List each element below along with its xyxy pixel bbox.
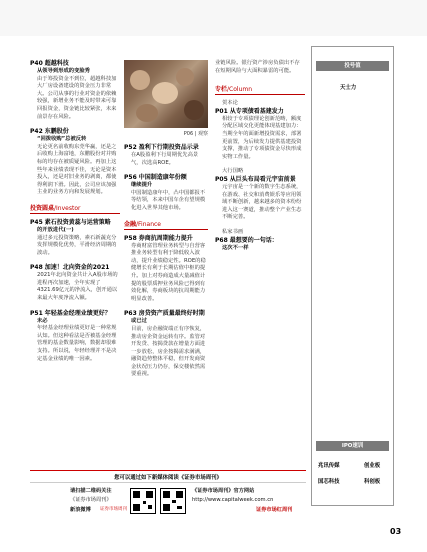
section-title-en: /Investor xyxy=(54,204,81,212)
qr-code-wechat[interactable] xyxy=(130,488,156,514)
top-band xyxy=(0,0,427,36)
section-header-column xyxy=(215,85,305,95)
qr-code-weibo[interactable] xyxy=(160,488,186,514)
page-ref: P51 xyxy=(30,309,43,317)
website-url[interactable]: http://www.capitalweek.com.cn xyxy=(192,497,274,503)
page-ref: P63 xyxy=(124,310,137,318)
ipo-board: 创业板 xyxy=(364,463,381,469)
entry-summary: 元宇宙是一个新的数字生态系统，在游戏、社交和消费娱乐等应用领域不断创新，越来越多的资本纷纷进入这一赛道，推动整个产业生态不断完善。 xyxy=(222,183,302,221)
entry-summary: 券商财富管理业务转型与自营客推业务转型有利于降低收入波动，提升业绩稳定性。ROE的稳健增长有利于长期估值中枢的提升。加上对券商造成大量减值计提的股票质押业务风险已得到有效化解，券商板块的抗周期能力明显改善。 xyxy=(131,242,206,302)
photo-detail xyxy=(136,104,158,122)
entry-title: 从巨头布局看元宇宙前景 xyxy=(229,175,296,183)
photo-detail xyxy=(176,68,194,86)
sidebar-header-value: 投号值 xyxy=(316,61,389,71)
entry-title: 素石投资黄蕊与运营策略 xyxy=(44,218,111,226)
weibo-label: 新浪微博 xyxy=(70,507,91,513)
entry-subtitle: 未必 xyxy=(37,317,48,324)
website-label: 《证券市场周刊》官方网站 xyxy=(192,488,255,494)
contents-entry[interactable] xyxy=(124,310,208,379)
page-ref: P05 xyxy=(215,175,228,183)
contents-entry[interactable] xyxy=(215,100,305,161)
column-author: 贺本论 xyxy=(222,100,238,107)
photo-detail xyxy=(184,100,204,120)
entry-subtitle: 的开放进代(一) xyxy=(37,226,74,233)
section-header-finance xyxy=(124,220,208,230)
contents-entry[interactable] xyxy=(124,235,208,304)
photo-caption: P06 | 观察 xyxy=(183,131,208,137)
section-title-cn: 专栏 xyxy=(215,86,228,94)
ipo-board: 科创板 xyxy=(364,479,381,485)
section-title-cn: 投资圆桌 xyxy=(30,204,55,212)
page-ref: P48 xyxy=(30,264,43,272)
contents-entry[interactable] xyxy=(30,60,120,121)
entry-subtitle: 从领导到形成的变脸秀 xyxy=(37,68,90,74)
entry-title: 房贷资产质量最终好时期 xyxy=(138,310,205,318)
entry-title: 东鹏股份 xyxy=(44,128,69,136)
entry-summary: 年轻基金经理业绩更好是一种常规认知。但这种看法是否被基金经理管理的基金数量影响，数据却很难支持。所以说，年轻经理并不是决定基金业绩的唯一因素。 xyxy=(37,325,117,362)
continued-summary: 业链风险。银行资产涉房负债出不存在短期风险与大面积暴雷的可能。 xyxy=(215,60,300,74)
ipo-company[interactable]: 兆讯传媒 xyxy=(318,463,340,469)
contents-entry[interactable] xyxy=(30,310,120,364)
scan-label: 请扫描二维码关注 xyxy=(70,488,112,494)
section-title-en: /Finance xyxy=(136,220,161,228)
section-title-en: /Column xyxy=(227,86,253,94)
page-ref: P58 xyxy=(124,234,137,242)
entry-title: 从专项债看基建发力 xyxy=(229,107,284,115)
page-ref: P42 xyxy=(30,128,43,136)
entry-summary: 无论更名前收购东莞华赢，还是之后收购上海富地，东鹏股份对并购标的均存在被质疑风险。再加上这些年来业绩表现不佳，无论是资本投入，还是对旧业务的剥离，都使得利润下滑。因此，公司应该加强主业的业务方向和发展规划。 xyxy=(37,143,117,196)
contents-entry[interactable] xyxy=(30,128,120,197)
page-ref: P01 xyxy=(215,107,228,115)
section-title-cn: 金融 xyxy=(124,220,137,228)
entry-summary: 目前，房企融资端正有序恢复，推动房企资金运转有序。监管对开发贷、按揭贷款在增量方面进一步放松，房企按揭需求满满，融资趋势整体平稳，但开发商资金状况压力仍存，保交楼依然需要重视。 xyxy=(131,325,206,378)
contents-column-2 xyxy=(124,60,208,386)
sidebar-header-ipo: IPO速训 xyxy=(316,441,389,451)
sidebar-featured-stock[interactable]: 天士力 xyxy=(340,85,357,91)
banner-title: 您可以通过如下新媒体阅读《证券市场周刊》 xyxy=(114,475,222,481)
entry-title: 中国制造康年份额 xyxy=(138,174,187,182)
page-ref: P56 xyxy=(124,174,137,182)
contents-entry[interactable] xyxy=(30,219,120,257)
entry-subtitle: “回拨收购”总被反转 xyxy=(37,136,87,143)
entry-summary: 2021年北向资金共计入A股市场的进程再次加速，全年实现了4321.69亿元的净流入，创开通以来最大年度净流入额。 xyxy=(37,272,118,302)
page-ref: P52 xyxy=(124,144,137,151)
page-ref: P68 xyxy=(215,236,228,244)
page-ref: P45 xyxy=(30,218,43,226)
entry-title: 超越科技 xyxy=(44,60,69,67)
entry-summary: 相较于专项债理论创新范畴，额度分配区域交化更能体现基建加力：当期全年的面新增投资需求，部署更前置，为后续发力提供基建投资支撑，推动了专项债资金尽快形成实物工作量。 xyxy=(222,115,302,160)
contents-column-3 xyxy=(215,60,305,259)
entry-title: 券商抗周期能力提升 xyxy=(138,234,193,242)
entry-summary: 在A股盈利下行周期优先高景气，次选高ROE。 xyxy=(131,152,199,166)
ipo-company[interactable]: 国芯科技 xyxy=(318,479,340,485)
contents-column-1 xyxy=(30,60,120,370)
entry-title: 盈利下行期投资品示录 xyxy=(138,144,199,151)
page-number: 03 xyxy=(390,527,402,536)
right-logo: 证券市场红周刊 xyxy=(256,507,293,513)
new-media-banner xyxy=(30,470,306,522)
entry-subtitle: 继续提升 xyxy=(131,182,153,189)
contents-entry[interactable] xyxy=(215,168,305,222)
contents-entry[interactable] xyxy=(30,264,120,302)
entry-title: 最想要的一句话： xyxy=(229,236,278,244)
entry-summary: 通过多元投资策略，素石新蔬克分发挥规模化优势，平滑经济周期的波动。 xyxy=(37,234,117,256)
feature-photo[interactable] xyxy=(124,60,208,128)
entry-subtitle: 或已过 xyxy=(131,318,147,325)
page-ref: P40 xyxy=(30,60,43,67)
contents-entry[interactable] xyxy=(124,144,208,167)
entry-summary: 由于筹投资金不到位，超越科技加大厂房设备建设的资金压力非常大。公司从事的行业对资金的依赖较强，新增业务不能及时带来可靠回报资金，资金链比较紧张，未来前景存在风险。 xyxy=(37,75,117,120)
entry-title: 年轻基金经理业绩更好？ xyxy=(44,309,111,317)
entry-summary: 中国制造康年中，凸中国都报不等结领，本来中国车企有望规模化进入世界其他市场。 xyxy=(131,189,206,211)
magazine-name-label: 《证券市场周刊》 xyxy=(70,497,112,503)
entry-subtitle: 这次不一样 xyxy=(222,244,249,251)
contents-entry[interactable] xyxy=(215,229,305,252)
column-author: 私家书画 xyxy=(222,228,244,235)
photo-detail xyxy=(130,70,150,90)
photo-detail xyxy=(152,82,178,104)
divider xyxy=(30,482,306,483)
right-sidebar xyxy=(311,46,394,506)
section-header-investor xyxy=(30,204,120,214)
contents-entry[interactable] xyxy=(124,174,208,212)
column-author: 大行国略 xyxy=(222,168,244,175)
left-logo: 证券市场周刊 xyxy=(100,507,127,512)
entry-title: 加速！北向资金的2021 xyxy=(44,264,110,272)
